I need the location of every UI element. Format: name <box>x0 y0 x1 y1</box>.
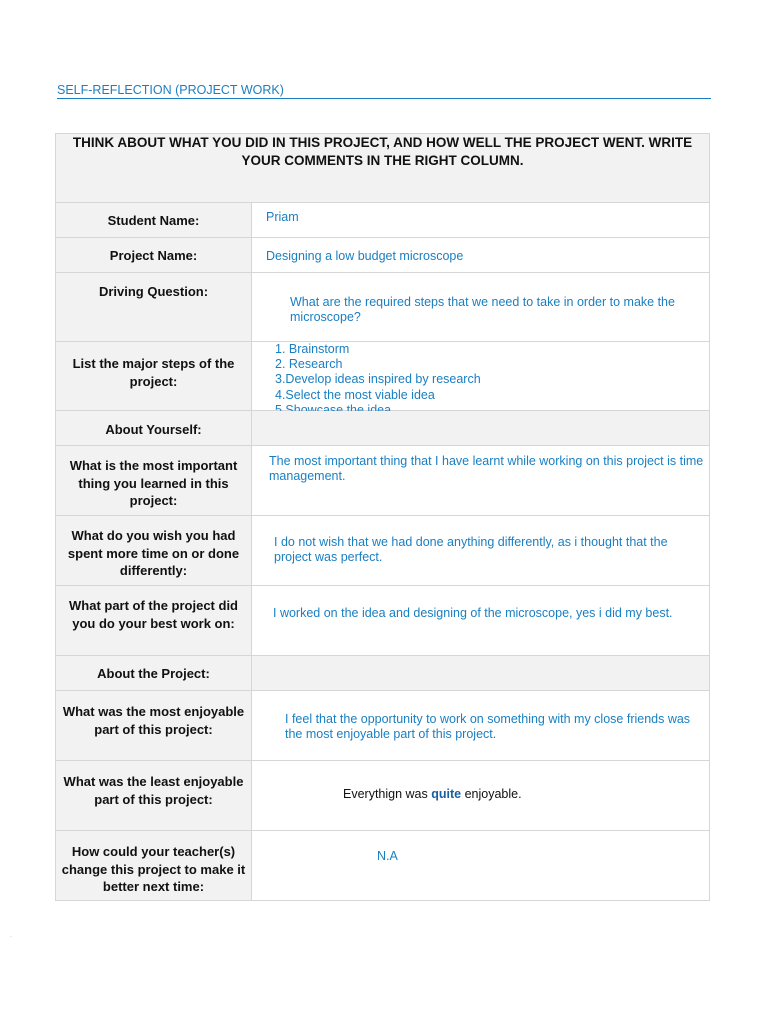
student-name-field[interactable] <box>252 203 710 238</box>
wish-differently-row <box>56 516 710 586</box>
most-enjoyable-value: I feel that the opportunity to work on something with my close friends was the most enjoyable part of this project. <box>285 712 691 741</box>
most-important-label: What is the most important thing you learned in this project: <box>56 446 252 516</box>
driving-question-label: Driving Question: <box>56 273 252 342</box>
list-item: 4.Select the most viable idea <box>275 387 435 402</box>
driving-question-value: What are the required steps that we need to take in order to make the microscope? <box>290 295 675 324</box>
least-enjoyable-row <box>56 761 710 831</box>
project-name-row <box>56 238 710 273</box>
least-enjoyable-value: Everythign was quite enjoyable. <box>343 787 522 801</box>
document-title: SELF-REFLECTION (PROJECT WORK) <box>57 83 711 99</box>
student-name-row <box>56 203 710 238</box>
student-name-label: Student Name: <box>56 203 252 238</box>
about-project-row <box>56 656 710 691</box>
student-name-value: Priam <box>266 210 299 224</box>
most-important-row <box>56 446 710 516</box>
about-project-label: About the Project: <box>56 656 252 691</box>
driving-question-row <box>56 273 710 342</box>
list-item: 1. Brainstorm <box>275 342 350 356</box>
most-enjoyable-field[interactable] <box>252 691 710 761</box>
page-speck: · <box>10 934 12 940</box>
teacher-change-value: N.A <box>377 849 398 863</box>
list-item: 2. Research <box>275 357 343 372</box>
most-important-field[interactable] <box>252 446 710 516</box>
about-yourself-label: About Yourself: <box>56 411 252 446</box>
most-enjoyable-label: What was the most enjoyable part of this project: <box>56 691 252 761</box>
teacher-change-row <box>56 831 710 901</box>
most-enjoyable-row <box>56 691 710 761</box>
reflection-form-table <box>55 133 710 901</box>
most-important-value: The most important thing that I have learnt while working on this project is time management. <box>269 454 704 483</box>
major-steps-list <box>275 342 481 418</box>
overlapping-text: quite <box>431 787 462 801</box>
best-work-row <box>56 586 710 656</box>
about-yourself-row <box>56 411 710 446</box>
about-yourself-section-cell <box>252 411 710 446</box>
major-steps-row <box>56 342 710 411</box>
list-item: 3.Develop ideas inspired by research <box>275 372 481 387</box>
instructions-row <box>56 134 710 203</box>
instructions-text: THINK ABOUT WHAT YOU DID IN THIS PROJECT, AND HOW WELL THE PROJECT WENT. WRITE YOUR COMMENTS IN THE RIGHT COLUMN. <box>56 134 710 203</box>
teacher-change-label: How could your teacher(s) change this project to make it better next time: <box>56 831 252 901</box>
major-steps-field[interactable] <box>252 342 710 411</box>
project-name-label: Project Name: <box>56 238 252 273</box>
best-work-value: I worked on the idea and designing of the microscope, yes i did my best. <box>273 606 673 620</box>
driving-question-field[interactable] <box>252 273 710 342</box>
project-name-field[interactable] <box>252 238 710 273</box>
teacher-change-field[interactable] <box>252 831 710 901</box>
wish-differently-label: What do you wish you had spent more time on or done differently: <box>56 516 252 586</box>
best-work-field[interactable] <box>252 586 710 656</box>
least-enjoyable-field[interactable] <box>252 761 710 831</box>
best-work-label: What part of the project did you do your best work on: <box>56 586 252 656</box>
project-name-value: Designing a low budget microscope <box>266 249 464 263</box>
major-steps-label: List the major steps of the project: <box>56 342 252 411</box>
wish-differently-value: I do not wish that we had done anything differently, as i thought that the project was perfect. <box>274 535 668 564</box>
least-enjoyable-label: What was the least enjoyable part of this project: <box>56 761 252 831</box>
about-project-section-cell <box>252 656 710 691</box>
wish-differently-field[interactable] <box>252 516 710 586</box>
